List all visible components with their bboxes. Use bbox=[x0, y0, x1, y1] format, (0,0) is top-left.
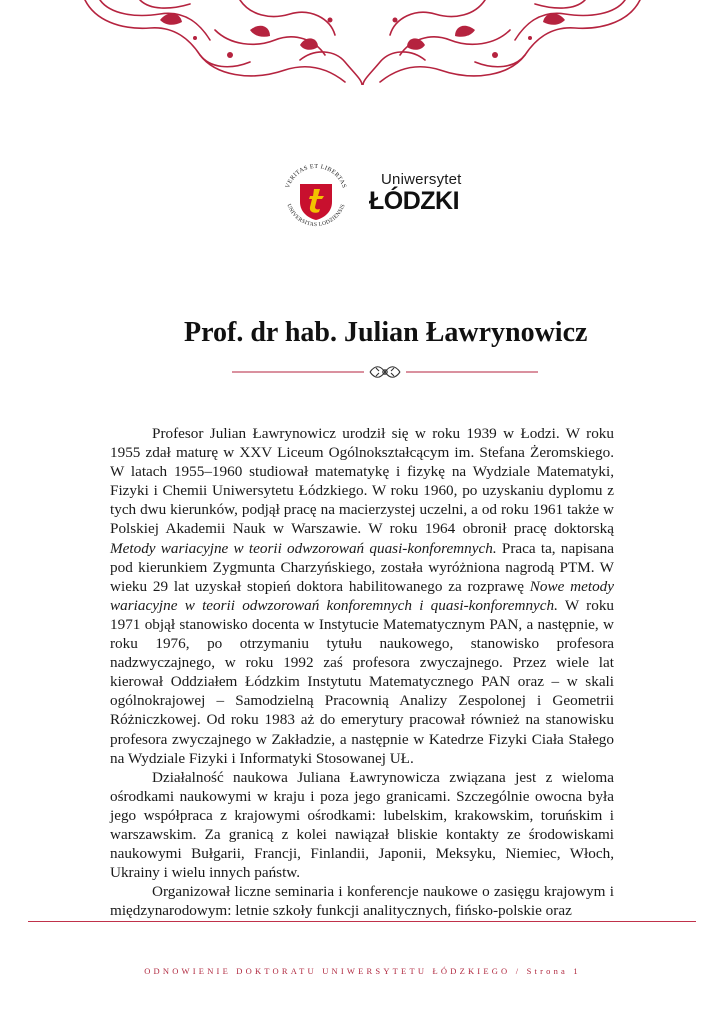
paragraph-2: Działalność naukowa Juliana Ławrynowicza związana jest z wieloma ośrodkami naukowymi w kraju i poza jego granicami. Szczególnie owocna była jego współpraca z krajowymi ośrodkami: lubelskim, krakowskim, toruńskim i warszawskim. Za granicą z kolei nawiązał bliskie kontakty ze środowiskami naukowymi Bułgarii, Francji, Finlandii, Japonii, Meksyku, Niemiec, Włoch, Ukrainy i wielu innych państw. bbox=[110, 768, 614, 882]
footer-divider bbox=[28, 921, 696, 922]
title-divider bbox=[230, 362, 540, 382]
text-run: Praca ta, napisana pod kierunkiem Zygmunta Charzyńskiego, została wyróżniona nagrodą PTM. W wieku 29 lat uzyskał stopień doktora habilitowanego za rozprawę bbox=[110, 539, 614, 595]
italic-title-run: Metody wariacyjne w teorii odwzorowań quasi-konforemnych. bbox=[110, 539, 497, 557]
logo-name-line2: ŁÓDZKI bbox=[369, 187, 460, 215]
biography-text bbox=[110, 424, 614, 920]
divider-flourish-icon bbox=[370, 367, 400, 378]
page-footer: ODNOWIENIE DOKTORATU UNIWERSYTETU ŁÓDZKIEGO / Strona 1 bbox=[144, 966, 581, 976]
paragraph-1 bbox=[110, 424, 614, 768]
svg-text:VERITAS ET LIBERTAS: VERITAS ET LIBERTAS bbox=[284, 162, 348, 190]
page-title: Prof. dr hab. Julian Ławrynowicz bbox=[184, 317, 588, 348]
top-floral-ornament bbox=[0, 0, 725, 85]
text-run: W roku 1971 objął stanowisko docenta w Instytucie Matematycznym PAN, a następnie, w roku 1976, po otrzymaniu tytułu naukowego, stanowisko profesora nadzwyczajnego, w roku 1992 zaś profesora zwyczajnego. Przez wiele lat kierował Oddziałem Łódzkim Instytutu Matematycznego PAN oraz – w skali ogólnokrajowej – Samodzielną Pracownią Analizy Zespolonej i Geometrii Różniczkowej. Od roku 1983 aż do emerytury pracował również na stanowisku profesora zwyczajnego w Zakładzie, a następnie w Katedrze Fizyki Ciała Stałego na Wydziale Fizyki i Informatyki Stosowanej UŁ. bbox=[110, 596, 615, 767]
svg-text:UNIVERSITAS LODZIENSIS: UNIVERSITAS LODZIENSIS bbox=[285, 203, 347, 229]
logo-name-line1: Uniwersytet bbox=[381, 171, 462, 188]
paragraph-3: Organizował liczne seminaria i konferencje naukowe o zasięgu krajowym i międzynarodowym: letnie szkoły funkcji analitycznych, fińsko-polskie oraz bbox=[110, 883, 614, 920]
text-run: Profesor Julian Ławrynowicz urodził się w roku 1939 w Łodzi. W roku 1955 zdał maturę w XXV Liceum Ogólnokształcącym im. Stefana Żeromskiego. W latach 1955–1960 studiował matematykę i fizykę na Wydziale Matematyki, Fizyki i Chemii Uniwersytetu Łódzkiego. W roku 1960, po uzyskaniu dyplomu z tych dwu kierunków, podjął pracę na macierzystej uczelni, a od roku 1961 także w Polskiej Akademii Nauk w Warszawie. W roku 1964 obronił pracę doktorską bbox=[110, 425, 614, 538]
italic-title-run: Nowe metody wariacyjne w teorii odwzorowań konforemnych i quasi-konforemnych. bbox=[110, 577, 614, 614]
university-seal-icon bbox=[278, 160, 358, 230]
